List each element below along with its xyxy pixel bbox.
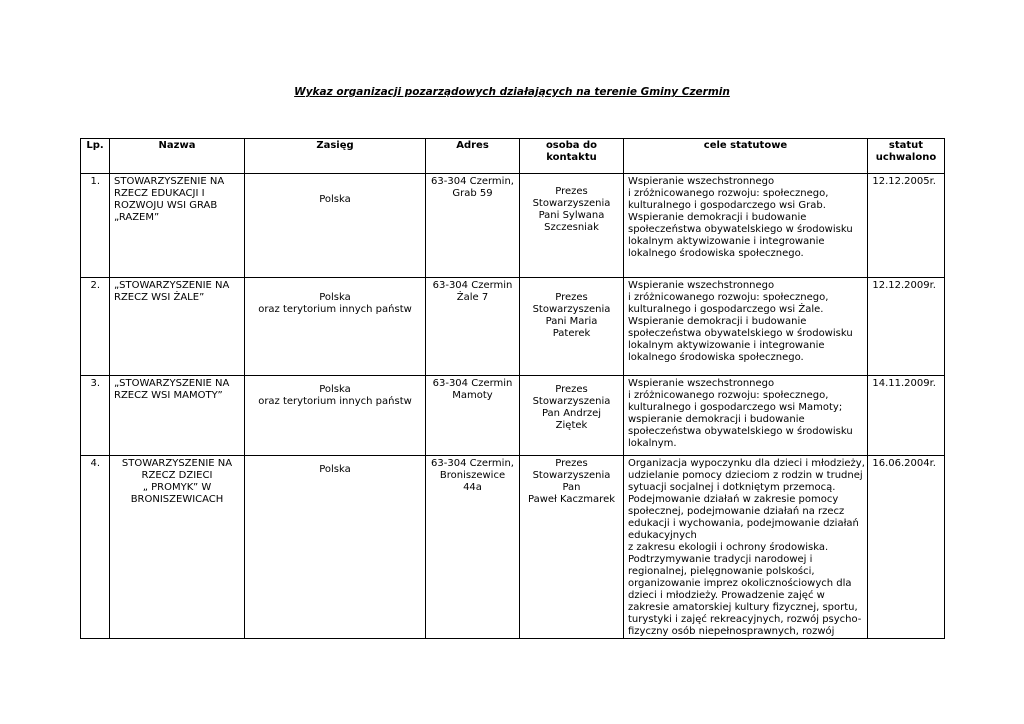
document-title: Wykaz organizacji pozarządowych działających na terenie Gminy Czermin	[294, 86, 730, 98]
table-row	[81, 278, 945, 376]
cell-kontakt: Prezes Stowarzyszenia Pani Maria Paterek	[520, 278, 624, 376]
table-row	[81, 376, 945, 456]
cell-kontakt: Prezes Stowarzyszenia Pan Paweł Kaczmarek	[520, 456, 624, 639]
table-header-row	[81, 139, 945, 174]
cell-lp: 2.	[81, 278, 110, 376]
cell-data: 14.11.2009r.	[868, 376, 945, 456]
header-nazwa: Nazwa	[110, 139, 245, 174]
cell-data: 12.12.2009r.	[868, 278, 945, 376]
cell-zasieg: Polska oraz terytorium innych państw	[245, 376, 426, 456]
cell-nazwa: „STOWARZYSZENIE NA RZECZ WSI ŻALE”	[110, 278, 245, 376]
cell-adres: 63-304 Czermin, Broniszewice 44a	[426, 456, 520, 639]
cell-nazwa: STOWARZYSZENIE NA RZECZ DZIECI „ PROMYK” W BRONISZEWICACH	[110, 456, 245, 639]
header-zasieg: Zasięg	[245, 139, 426, 174]
cell-adres: 63-304 Czermin Żale 7	[426, 278, 520, 376]
cell-data: 12.12.2005r.	[868, 174, 945, 278]
header-kontakt: osoba do kontaktu	[520, 139, 624, 174]
cell-nazwa: „STOWARZYSZENIE NA RZECZ WSI MAMOTY”	[110, 376, 245, 456]
cell-cele: Wspieranie wszechstronnego i zróżnicowanego rozwoju: społecznego, kulturalnego i gospodarczego wsi Żale. Wspieranie demokracji i budowanie społeczeństwa obywatelskiego w środowisku lokalnym aktywizowanie i integrowanie lokalnego środowiska społecznego.	[624, 278, 868, 376]
cell-lp: 3.	[81, 376, 110, 456]
cell-cele: Wspieranie wszechstronnego i zróżnicowanego rozwoju: społecznego, kulturalnego i gospodarczego wsi Grab. Wspieranie demokracji i budowanie społeczeństwa obywatelskiego w środowisku lokalnym aktywizowanie i integrowanie lokalnego środowiska społecznego.	[624, 174, 868, 278]
header-statut: statut uchwalono	[868, 139, 945, 174]
cell-adres: 63-304 Czermin Mamoty	[426, 376, 520, 456]
cell-lp: 4.	[81, 456, 110, 639]
cell-zasieg: Polska	[245, 456, 426, 639]
cell-cele: Wspieranie wszechstronnego i zróżnicowanego rozwoju: społecznego, kulturalnego i gospodarczego wsi Mamoty; wspieranie demokracji i budowanie społeczeństwa obywatelskiego w środowisku lokalnym.	[624, 376, 868, 456]
cell-kontakt: Prezes Stowarzyszenia Pan Andrzej Ziętek	[520, 376, 624, 456]
cell-zasieg: Polska	[245, 174, 426, 278]
cell-nazwa: STOWARZYSZENIE NA RZECZ EDUKACJI I ROZWOJU WSI GRAB „RAZEM”	[110, 174, 245, 278]
cell-adres: 63-304 Czermin, Grab 59	[426, 174, 520, 278]
organizations-table	[80, 138, 945, 639]
cell-cele: Organizacja wypoczynku dla dzieci i młodzieży, udzielanie pomocy dzieciom z rodzin w trudnej sytuacji socjalnej i dotkniętym przemocą. Podejmowanie działań w zakresie pomocy społecznej, podejmowanie działań na rzecz edukacji i wychowania, podejmowanie działań edukacyjnych z zakresu ekologii i ochrony środowiska. Podtrzymywanie tradycji narodowej i regionalnej, pielęgnowanie polskości, organizowanie imprez okolicznościowych dla dzieci i młodzieży. Prowadzenie zajęć w zakresie amatorskiej kultury fizycznej, sportu, turystyki i zajęć rekreacyjnych, rozwój psycho- fizyczny osób niepełnosprawnych, rozwój	[624, 456, 868, 639]
cell-kontakt: Prezes Stowarzyszenia Pani Sylwana Szczesniak	[520, 174, 624, 278]
cell-zasieg: Polska oraz terytorium innych państw	[245, 278, 426, 376]
header-lp: Lp.	[81, 139, 110, 174]
header-cele: cele statutowe	[624, 139, 868, 174]
table-row	[81, 174, 945, 278]
header-adres: Adres	[426, 139, 520, 174]
cell-lp: 1.	[81, 174, 110, 278]
table-row	[81, 456, 945, 639]
cell-data: 16.06.2004r.	[868, 456, 945, 639]
